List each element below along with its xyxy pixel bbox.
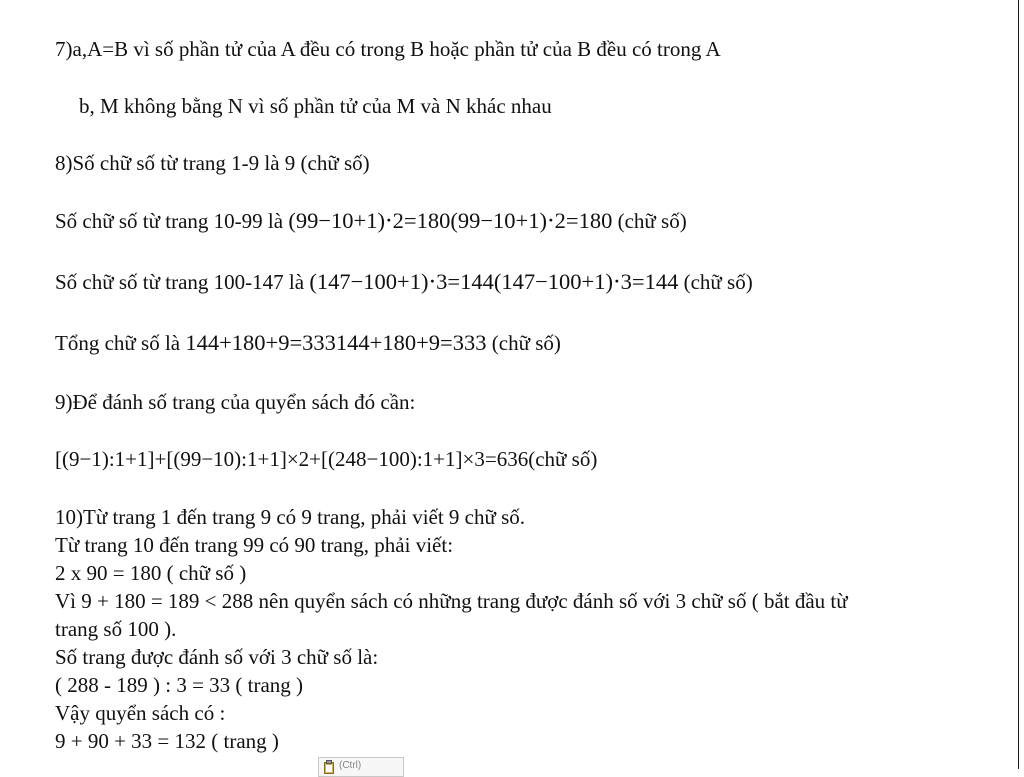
total-math: 144+180+9=333144+180+9=333 — [185, 330, 487, 355]
problem-8-intro: 8)Số chữ số từ trang 1-9 là 9 (chữ số) — [55, 151, 370, 175]
range-100-147-text: Số chữ số từ trang 100-147 là — [55, 270, 310, 294]
problem-10-line: Từ trang 10 đến trang 99 có 90 trang, phải viết: — [55, 533, 454, 557]
total-unit: (chữ số) — [486, 331, 561, 355]
paste-options-button[interactable] — [318, 757, 404, 777]
problem-9-formula: [(9−1):1+1]+[(99−10):1+1]×2+[(248−100):1+1]×3=636(chữ số) — [55, 447, 598, 471]
problem-10-line: Số trang được đánh số với 3 chữ số là: — [55, 645, 379, 669]
problem-10-line: Vậy quyển sách có : — [55, 701, 226, 725]
paste-options-label: (Ctrl) — [339, 760, 362, 771]
problem-10-line: Vì 9 + 180 = 189 < 288 nên quyển sách có những trang được đánh số với 3 chữ số ( bắt đầu từ — [55, 589, 848, 613]
problem-10-line: 10)Từ trang 1 đến trang 9 có 9 trang, phải viết 9 chữ số. — [55, 505, 526, 529]
range-10-99-math: (99−10+1)⋅2=180(99−10+1)⋅2=180 — [288, 208, 613, 233]
range-10-99-unit: (chữ số) — [612, 209, 687, 233]
problem-10-line: trang số 100 ). — [55, 617, 177, 641]
problem-8-range-100-147 — [55, 270, 753, 294]
problem-8-range-10-99 — [55, 209, 687, 233]
problem-7-part-b: b, M không bằng N vì số phần tử của M và N khác nhau — [79, 94, 552, 118]
range-100-147-unit: (chữ số) — [678, 270, 753, 294]
problem-10-line: ( 288 - 189 ) : 3 = 33 ( trang ) — [55, 673, 304, 697]
range-100-147-math: (147−100+1)⋅3=144(147−100+1)⋅3=144 — [309, 269, 679, 294]
total-text: Tổng chữ số là — [55, 331, 186, 355]
problem-10-line: 2 x 90 = 180 ( chữ số ) — [55, 561, 247, 585]
problem-10-line: 9 + 90 + 33 = 132 ( trang ) — [55, 729, 279, 753]
clipboard-icon — [323, 760, 335, 774]
problem-8-total — [55, 331, 561, 355]
page-edge — [1018, 0, 1019, 769]
problem-7-part-a: 7)a,A=B vì số phần tử của A đều có trong B hoặc phần tử của B đều có trong A — [55, 37, 721, 61]
problem-9-intro: 9)Để đánh số trang của quyển sách đó cần: — [55, 390, 416, 414]
range-10-99-text: Số chữ số từ trang 10-99 là — [55, 209, 289, 233]
